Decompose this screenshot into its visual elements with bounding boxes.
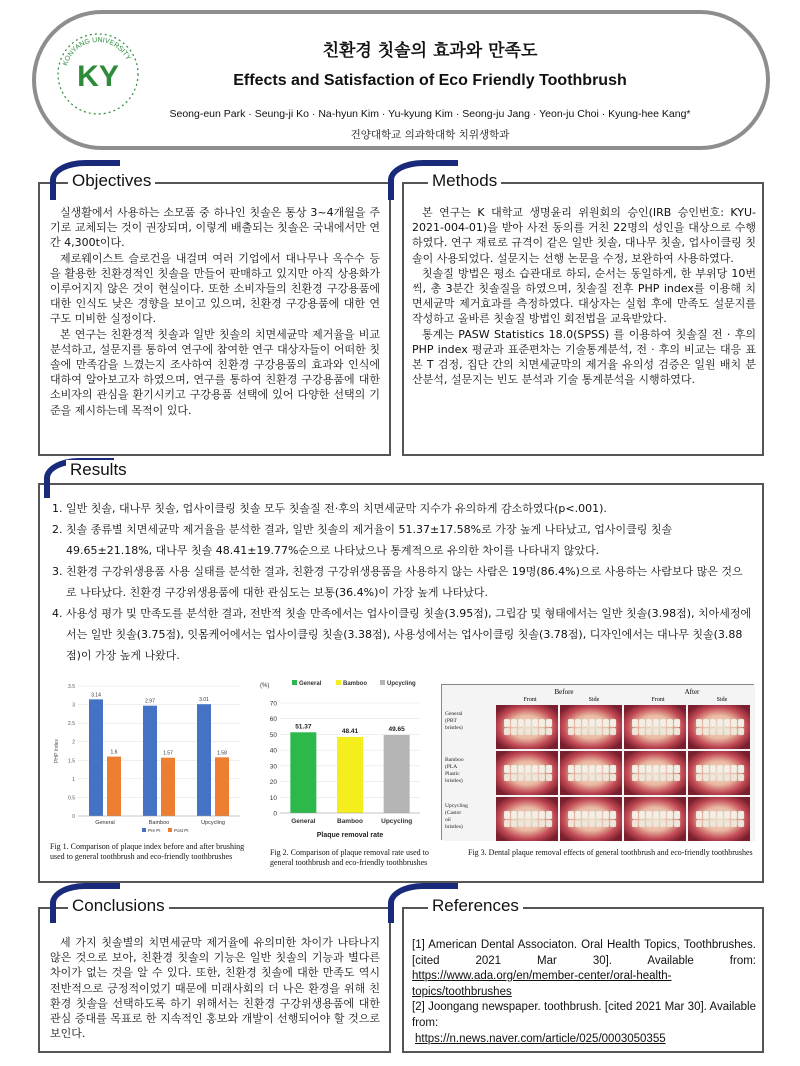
tooth xyxy=(525,728,531,735)
tooth xyxy=(731,719,737,727)
tooth xyxy=(703,719,709,727)
tooth xyxy=(525,811,531,819)
side-label: Side xyxy=(588,697,600,703)
tooth xyxy=(653,811,659,819)
tooth xyxy=(632,811,638,819)
tooth xyxy=(575,719,581,727)
methods-paragraph: 칫솔질 방법은 평소 습관대로 하되, 순서는 동일하게, 한 부위당 10번씩, 총 3분간 칫솔질을 하였으며, 칫솔질 전후 PHP index를 이용해 치면세균막 제거효과를 측정하였다. 대상자는 실험 후에 만족도 설문지를 작성하고 올바른 칫솔질 방법인 회전법을 교육받았다. xyxy=(412,266,756,326)
tooth xyxy=(738,719,744,727)
tooth xyxy=(603,774,609,781)
x-tick-label: Bamboo xyxy=(148,820,170,826)
y-tick-label: 2.5 xyxy=(68,721,75,728)
legend-label: Upcycling xyxy=(387,681,416,687)
figure-1 xyxy=(50,668,250,836)
tooth xyxy=(589,765,595,773)
tooth xyxy=(660,728,666,735)
objectives-paragraph: 실생활에서 사용하는 소모품 중 하나인 칫솔은 통상 3~4개월을 주기로 교체되는 것이 권장되며, 이렇게 배출되는 칫솔은 국내에서만 연간 4,300t이다. xyxy=(50,206,380,250)
tooth xyxy=(504,719,510,727)
y-tick-label: 1 xyxy=(72,776,75,783)
tooth xyxy=(610,820,616,827)
tooth xyxy=(504,765,510,773)
tooth xyxy=(632,774,638,781)
tooth xyxy=(532,811,538,819)
tooth xyxy=(596,811,602,819)
tooth xyxy=(724,765,730,773)
tooth xyxy=(511,765,517,773)
tooth xyxy=(568,728,574,735)
tooth xyxy=(717,719,723,727)
tooth xyxy=(660,774,666,781)
tooth xyxy=(532,728,538,735)
tooth xyxy=(539,719,545,727)
tooth xyxy=(511,728,517,735)
tooth xyxy=(660,820,666,827)
tooth xyxy=(674,820,680,827)
objectives-paragraph: 본 연구는 친환경적 칫솔과 일반 칫솔의 치면세균막 제거율을 비교 분석하고, 설문지를 통하여 연구에 참여한 연구 대상자들이 어떠한 칫솔에 만족감을 느꼈는지 조사하여 친환경 구강용품의 효과와 인식에 대하여 알아보고자 하였으며, 연구를 통하여 친환경 구강용품에 대한 소비자의 관심을 환기시키고 구강용품 선택에 있어 다양한 선택의 기준을 제시하는데 목적이 있다. xyxy=(50,327,380,417)
tooth xyxy=(575,811,581,819)
tooth xyxy=(575,765,581,773)
tooth xyxy=(653,719,659,727)
tooth xyxy=(696,820,702,827)
tooth xyxy=(731,811,737,819)
row-label: (PBT xyxy=(445,718,457,724)
row-label: bristles) xyxy=(445,778,463,784)
references-title: References xyxy=(428,896,523,916)
row-label: oil xyxy=(445,817,451,823)
y-tick-label: 3 xyxy=(72,702,75,709)
objectives-paragraph: 제로웨이스트 슬로건을 내걸며 여러 기업에서 대나무나 옥수수 등을 활용한 친환경적인 칫솔을 만들어 판매하고 있지만 아직 상용화가 이루어지지 않은 것이 현실이다. 또한 소비자들의 친환경 구강용품에 대한 인식도 낮은 경향을 보이고 있으며, 친환경 구강용품에 대한 연구도 미비한 실정이다. xyxy=(50,251,380,326)
list-item: 2. 칫솔 종류별 치면세균막 제거율을 분석한 결과, 일반 칫솔의 제거율이 51.37±17.58%로 가장 높게 나타났고, 업사이클링 칫솔 49.65±21.18%, 대나무 칫솔 48.41±19.77%순으로 나타났으나 통계적으로 유의한 차이를 나타내지 않았다. xyxy=(52,523,673,557)
data-label: 1.6 xyxy=(110,749,118,756)
data-label: 51.37 xyxy=(295,723,312,731)
y-tick-label: 70 xyxy=(269,700,277,708)
tooth xyxy=(518,765,524,773)
tooth xyxy=(582,774,588,781)
data-label: 49.65 xyxy=(388,725,405,733)
tooth xyxy=(639,820,645,827)
tooth xyxy=(710,765,716,773)
methods-body xyxy=(412,205,756,387)
x-tick-label: General xyxy=(95,820,115,826)
results-list xyxy=(52,498,752,666)
objectives-body xyxy=(50,205,380,418)
tooth xyxy=(518,719,524,727)
dental-photo-grid xyxy=(442,685,755,841)
methods-paragraph: 본 연구는 K 대학교 생명윤리 위원회의 승인(IRB 승인번호: KYU-2021-004-01)을 받아 사전 동의를 거친 22명의 성인을 대상으로 수행하였다. 연구 재료로 규격이 같은 일반 칫솔, 대나무 칫솔, 업사이클링 칫솔이 사용되었다. 설문지는 선행 논문을 수정, 보완하여 사용하였다. xyxy=(412,206,756,265)
tooth xyxy=(610,728,616,735)
row-label: bristles) xyxy=(445,824,463,830)
tooth xyxy=(504,774,510,781)
tooth xyxy=(546,728,552,735)
reference-1 xyxy=(412,938,756,1000)
conclusions-title: Conclusions xyxy=(68,896,169,916)
tooth xyxy=(646,719,652,727)
front-label: Front xyxy=(523,697,537,703)
reference-2 xyxy=(412,1000,756,1047)
tooth xyxy=(610,765,616,773)
tooth xyxy=(646,811,652,819)
row-label: (PLA xyxy=(445,764,458,770)
tooth xyxy=(639,774,645,781)
tooth xyxy=(603,811,609,819)
tooth xyxy=(660,765,666,773)
tooth xyxy=(674,728,680,735)
tooth xyxy=(532,719,538,727)
tooth xyxy=(632,728,638,735)
unit-label: (%) xyxy=(260,683,270,689)
tooth xyxy=(504,728,510,735)
tooth xyxy=(703,765,709,773)
legend-swatch xyxy=(142,828,146,832)
bar xyxy=(337,737,363,813)
tooth xyxy=(703,728,709,735)
bar xyxy=(89,699,103,816)
logo-text: KONYANG UNIVERSITY xyxy=(62,36,132,67)
x-tick-label: General xyxy=(291,818,316,825)
tooth xyxy=(717,728,723,735)
tooth xyxy=(667,820,673,827)
tooth xyxy=(632,765,638,773)
y-tick-label: 30 xyxy=(269,763,277,771)
tooth xyxy=(568,719,574,727)
tooth xyxy=(546,719,552,727)
figure-1-caption: Fig 1. Comparison of plaque index before and after brushing used to general toothbrush and eco-friendly toothbrushes xyxy=(50,842,245,861)
tooth xyxy=(639,728,645,735)
tooth xyxy=(546,811,552,819)
legend-swatch xyxy=(336,680,341,685)
tooth xyxy=(696,811,702,819)
x-tick-label: Upcycling xyxy=(201,820,225,826)
y-tick-label: 0.5 xyxy=(68,795,75,802)
title-korean: 친환경 칫솔의 효과와 만족도 xyxy=(322,41,538,61)
tooth xyxy=(696,774,702,781)
tooth xyxy=(710,820,716,827)
tooth xyxy=(582,719,588,727)
tooth xyxy=(518,728,524,735)
authors: Seong-eun Park · Seung-ji Ko · Na-hyun Kim · Yu-kyung Kim · Seong-ju Jang · Yeon-ju Choi · Kyung-hee Kang* xyxy=(169,108,691,120)
tooth xyxy=(603,765,609,773)
tooth xyxy=(667,765,673,773)
tooth xyxy=(518,820,524,827)
legend-label: Bamboo xyxy=(343,681,367,687)
tooth xyxy=(546,820,552,827)
tooth xyxy=(575,728,581,735)
after-label: After xyxy=(684,688,700,696)
tooth xyxy=(568,811,574,819)
tooth xyxy=(525,719,531,727)
tooth xyxy=(738,820,744,827)
x-tick-label: Bamboo xyxy=(337,818,363,825)
x-tick-label: Upcycling xyxy=(381,818,413,825)
tooth xyxy=(575,774,581,781)
row-label: (Castor xyxy=(445,810,462,816)
y-tick-label: 20 xyxy=(269,779,277,787)
tooth xyxy=(703,774,709,781)
tooth xyxy=(596,719,602,727)
title-english: Effects and Satisfaction of Eco Friendly Toothbrush xyxy=(233,72,627,89)
tooth xyxy=(674,719,680,727)
reference-2-link[interactable]: https://n.news.naver.com/article/025/0003050355 xyxy=(415,1032,666,1045)
tooth xyxy=(653,765,659,773)
tooth xyxy=(610,774,616,781)
tooth xyxy=(724,811,730,819)
tooth xyxy=(738,774,744,781)
tooth xyxy=(539,728,545,735)
tooth xyxy=(596,774,602,781)
y-tick-label: 2 xyxy=(72,739,75,746)
tooth xyxy=(646,774,652,781)
row-label: Plastic xyxy=(445,771,460,777)
tooth xyxy=(639,765,645,773)
php-index-chart xyxy=(50,668,250,836)
tooth xyxy=(504,820,510,827)
tooth xyxy=(589,728,595,735)
tooth xyxy=(539,774,545,781)
bar xyxy=(384,735,410,813)
row-label: Upcycling xyxy=(445,803,468,809)
bar xyxy=(107,757,121,816)
tooth xyxy=(724,728,730,735)
tooth xyxy=(610,719,616,727)
tooth xyxy=(717,820,723,827)
bar xyxy=(143,706,157,816)
legend-label: Pre PI xyxy=(148,828,161,833)
tooth xyxy=(710,774,716,781)
tooth xyxy=(710,719,716,727)
front-label: Front xyxy=(651,697,665,703)
data-label: 1.58 xyxy=(217,750,227,757)
tooth xyxy=(731,774,737,781)
tooth xyxy=(646,765,652,773)
tooth xyxy=(667,774,673,781)
tooth xyxy=(596,728,602,735)
tooth xyxy=(582,811,588,819)
tooth xyxy=(525,765,531,773)
tooth xyxy=(582,765,588,773)
tooth xyxy=(738,728,744,735)
bar xyxy=(161,758,175,816)
y-tick-label: 10 xyxy=(269,794,277,802)
tooth xyxy=(532,820,538,827)
tooth xyxy=(738,811,744,819)
tooth xyxy=(589,774,595,781)
list-item: 1. 일반 칫솔, 대나무 칫솔, 업사이클링 칫솔 모두 칫솔질 전·후의 치면세균막 지수가 유의하게 감소하였다(p<.001). xyxy=(52,502,607,515)
tooth xyxy=(511,774,517,781)
university-logo xyxy=(52,28,144,120)
reference-2-text: [2] Joongang newspaper. toothbrush. [cited 2021 Mar 30]. Available from: xyxy=(412,1001,756,1029)
tooth xyxy=(653,774,659,781)
tooth xyxy=(525,820,531,827)
tooth xyxy=(710,811,716,819)
tooth xyxy=(582,728,588,735)
tooth xyxy=(525,774,531,781)
tooth xyxy=(589,811,595,819)
legend-label: Post PI xyxy=(174,828,189,833)
y-tick-label: 1.5 xyxy=(68,758,75,765)
tooth xyxy=(696,728,702,735)
bar xyxy=(290,732,316,813)
before-label: Before xyxy=(554,688,574,696)
tooth xyxy=(653,820,659,827)
legend-label: General xyxy=(299,681,322,687)
conclusions-body xyxy=(50,935,380,1041)
tooth xyxy=(504,811,510,819)
row-label: bristles) xyxy=(445,725,463,731)
tooth xyxy=(717,774,723,781)
tooth xyxy=(518,774,524,781)
tooth xyxy=(646,728,652,735)
tooth xyxy=(731,820,737,827)
reference-1-link[interactable]: https://www.ada.org/en/member-center/oral-health-topics/toothbrushes xyxy=(412,970,672,998)
tooth xyxy=(511,820,517,827)
tooth xyxy=(667,811,673,819)
tooth xyxy=(603,820,609,827)
objectives-title: Objectives xyxy=(68,171,155,191)
tooth xyxy=(568,820,574,827)
data-label: 48.41 xyxy=(341,727,359,735)
tooth xyxy=(539,820,545,827)
x-axis-label: Plaque removal rate xyxy=(316,832,384,839)
tooth xyxy=(603,728,609,735)
results-title: Results xyxy=(66,460,131,480)
tooth xyxy=(511,719,517,727)
tooth xyxy=(674,811,680,819)
tooth xyxy=(639,811,645,819)
figure-2 xyxy=(258,675,428,841)
y-axis-label: PHP Index xyxy=(54,739,60,763)
tooth xyxy=(646,820,652,827)
tooth xyxy=(575,820,581,827)
svg-text:KY: KY xyxy=(77,60,119,93)
y-tick-label: 0 xyxy=(72,814,75,820)
tooth xyxy=(674,774,680,781)
data-label: 3.01 xyxy=(199,697,209,704)
tooth xyxy=(660,719,666,727)
tooth xyxy=(639,719,645,727)
tooth xyxy=(632,820,638,827)
tooth xyxy=(532,774,538,781)
tooth xyxy=(696,719,702,727)
tooth xyxy=(674,765,680,773)
references-body xyxy=(412,938,756,1047)
tooth xyxy=(731,728,737,735)
tooth xyxy=(731,765,737,773)
tooth xyxy=(667,728,673,735)
row-label: Bamboo xyxy=(445,757,464,763)
tooth xyxy=(703,820,709,827)
tooth xyxy=(724,820,730,827)
figure-2-caption: Fig 2. Comparison of plaque removal rate used to general toothbrush and eco-friendly toothbrushes xyxy=(270,848,429,867)
tooth xyxy=(511,811,517,819)
tooth xyxy=(539,765,545,773)
list-item: 3. 친환경 구강위생용품 사용 실태를 분석한 결과, 친환경 구강위생용품을 사용하지 않는 사람은 19명(86.4%)으로 사용하는 사람보다 많은 것으로 나타났다. 친환경 구강위생용품에 대한 관심도는 보통(36.4%)이 가장 높게 나타났다. xyxy=(52,565,743,599)
y-tick-label: 60 xyxy=(269,716,277,724)
side-label: Side xyxy=(716,697,728,703)
legend-swatch xyxy=(168,828,172,832)
data-label: 1.57 xyxy=(163,750,173,757)
methods-title: Methods xyxy=(428,171,501,191)
y-tick-label: 50 xyxy=(269,731,277,739)
tooth xyxy=(596,820,602,827)
tooth xyxy=(710,728,716,735)
tooth xyxy=(610,811,616,819)
tooth xyxy=(582,820,588,827)
bar xyxy=(215,757,229,816)
tooth xyxy=(703,811,709,819)
tooth xyxy=(653,728,659,735)
tooth xyxy=(589,820,595,827)
bar xyxy=(197,704,211,816)
row-label: General xyxy=(445,711,463,717)
y-tick-label: 3.5 xyxy=(68,684,75,690)
y-tick-label: 40 xyxy=(269,747,277,755)
tooth xyxy=(589,719,595,727)
conclusions-paragraph: 세 가지 칫솔별의 치면세균막 제거율에 유의미한 차이가 나타나지 않은 것으로 보아, 친환경 칫솔의 기능은 일반 칫솔의 기능과 별다른 차이가 없는 것을 알 수 있다. 또한, 친환경 칫솔에 대한 만족도 역시 전반적으로 긍정적이었기 때문에 미래사회의 더 나은 환경을 위해 친환경 칫솔을 선택하도록 하기 위해서는 친환경 구강위생용품에 대한 관심 증대를 목표로 한 지속적인 홍보와 개발이 선행되어야 할 것으로 보인다. xyxy=(50,936,380,1041)
data-label: 2.97 xyxy=(145,698,155,705)
tooth xyxy=(568,774,574,781)
legend-swatch xyxy=(380,680,385,685)
tooth xyxy=(603,719,609,727)
tooth xyxy=(539,811,545,819)
methods-paragraph: 통계는 PASW Statistics 18.0(SPSS) 를 이용하여 칫솔질 전 · 후의 PHP index 평균과 표준편차는 기술통계분석, 전 · 후의 비교는 대응 표본 T 검정, 집단 간의 치면세균막의 제거율 유의성 검증은 일원 배치 분산분석, 설문지는 빈도 분석과 기술 통계분석을 시행하였다. xyxy=(412,327,756,387)
tooth xyxy=(717,811,723,819)
tooth xyxy=(518,811,524,819)
legend-swatch xyxy=(292,680,297,685)
y-tick-label: 0 xyxy=(273,810,277,818)
tooth xyxy=(717,765,723,773)
tooth xyxy=(596,765,602,773)
tooth xyxy=(660,811,666,819)
tooth xyxy=(738,765,744,773)
tooth xyxy=(724,719,730,727)
tooth xyxy=(632,719,638,727)
tooth xyxy=(724,774,730,781)
list-item: 4. 사용성 평가 및 만족도를 분석한 결과, 전반적 칫솔 만족에서는 업사이클링 칫솔(3.95점), 그립감 및 형태에서는 일반 칫솔(3.98점), 치아세정에서는 일반 칫솔(3.75점), 잇몸케어에서는 업사이클링 칫솔(3.38점), 사용성에서는 업사이클링 칫솔(3.78점), 디자인에서는 대나무 칫솔(3.88점)이 가장 높게 나왔다. xyxy=(52,607,752,662)
data-label: 3.14 xyxy=(91,692,101,699)
reference-1-text: [1] American Dental Associaton. Oral Health Topics, Toothbrushes. [cited 2021 Mar 30]. Available from: xyxy=(412,939,756,967)
tooth xyxy=(546,774,552,781)
tooth xyxy=(568,765,574,773)
tooth xyxy=(532,765,538,773)
tooth xyxy=(546,765,552,773)
figure-3-caption: Fig 3. Dental plaque removal effects of general toothbrush and eco-friendly toothbrushes xyxy=(468,848,753,857)
tooth xyxy=(667,719,673,727)
tooth xyxy=(696,765,702,773)
figure-3 xyxy=(441,684,754,840)
affiliation: 건양대학교 의과학대학 치위생학과 xyxy=(350,129,510,141)
plaque-removal-chart xyxy=(258,675,428,841)
